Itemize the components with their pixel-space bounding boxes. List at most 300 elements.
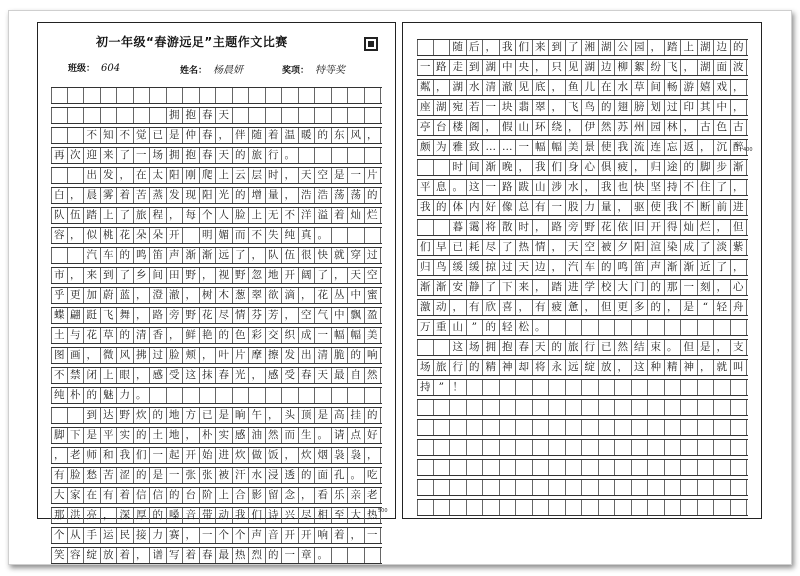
grid-row [417,79,748,96]
grid-cell: 清 [483,80,500,95]
grid-cell [648,460,665,475]
grid-cell: 暖 [299,128,316,143]
grid-row [51,267,382,284]
grid-cell [200,88,217,103]
grid-cell [282,388,299,403]
grid-cell: 将 [483,220,500,235]
grid-cell: 也 [615,180,632,195]
grid-cell: 那 [665,280,682,295]
grid-cell: ， [299,288,316,303]
grid-cell: 永 [549,360,566,375]
grid-cell [533,500,550,515]
grid-cell [150,88,167,103]
grid-cell: 来 [84,268,101,283]
grid-cell: 好 [365,428,382,443]
grid-cell: 田 [167,268,184,283]
grid-cell: 东 [332,128,349,143]
grid-cell: 动 [216,508,233,523]
grid-cell [483,500,500,515]
grid-cell: 天 [566,240,583,255]
grid-cell: 爬 [200,168,217,183]
grid-cell: ， [167,328,184,343]
grid-cell: 楼 [450,120,467,135]
class-info [68,61,120,74]
grid-cell: 渐 [681,260,698,275]
grid-cell: 美 [365,328,382,343]
grid-cell: ， [282,168,299,183]
grid-cell: 场 [150,148,167,163]
grid-cell: 见 [516,80,533,95]
grid-cell: 然 [615,340,632,355]
grid-cell: 台 [183,488,200,503]
grid-cell [332,88,349,103]
grid-cell [648,320,665,335]
grid-cell: 脸 [167,348,184,363]
grid-cell: 波 [731,60,748,75]
grid-cell: ， [282,308,299,323]
grid-cell: 我 [233,508,250,523]
grid-cell: 春 [299,368,316,383]
grid-cell: 这 [467,180,484,195]
grid-cell: 花 [117,228,134,243]
grid-cell: 们 [516,40,533,55]
grid-cell: 耗 [467,240,484,255]
grid-cell: 见 [566,60,583,75]
grid-cell [582,480,599,495]
grid-cell [117,108,134,123]
grid-cell: 的 [731,40,748,55]
grid-cell: 的 [266,548,283,563]
grid-cell: 这 [183,368,200,383]
grid-cell: 幅 [348,328,365,343]
grid-cell: 苦 [134,188,151,203]
grid-cell: 留 [266,488,283,503]
grid-cell [566,480,583,495]
grid-cell: 忘 [665,140,682,155]
grid-cell: 热 [516,240,533,255]
grid-cell: 谱 [150,548,167,563]
grid-cell [68,248,85,263]
grid-cell: 但 [599,300,616,315]
grid-cell: ， [282,188,299,203]
grid-cell: ， [200,268,217,283]
grid-cell: 暮 [450,220,467,235]
grid-cell: 无 [266,208,283,223]
grid-cell: 公 [615,40,632,55]
grid-cell [249,88,266,103]
grid-cell: ， [117,168,134,183]
grid-cell: 热 [365,508,382,523]
grid-cell [365,148,382,163]
grid-cell: 蓝 [117,288,134,303]
grid-cell [51,408,68,423]
grid-cell: 力 [150,528,167,543]
grid-cell [51,248,68,263]
grid-cell: 坚 [648,180,665,195]
grid-row [417,439,748,456]
grid-cell: 阶 [200,488,217,503]
grid-cell: 踏 [84,208,101,223]
grid-cell: 的 [599,260,616,275]
grid-cell: 力 [117,388,134,403]
grid-cell: 早 [434,240,451,255]
grid-cell [533,460,550,475]
grid-cell: 烟 [315,448,332,463]
grid-cell [434,480,451,495]
grid-cell: 风 [348,128,365,143]
grid-cell: ， [533,220,550,235]
grid-cell: 上 [216,488,233,503]
grid-cell: … [483,140,500,155]
grid-cell: ， [183,288,200,303]
grid-cell: 水 [615,80,632,95]
grid-cell: 一 [315,328,332,343]
grid-cell: 合 [233,488,250,503]
grid-cell [681,380,698,395]
grid-cell [731,420,748,435]
grid-cell [714,320,731,335]
grid-cell: 淡 [714,240,731,255]
grid-cell [599,460,616,475]
grid-cell [68,128,85,143]
grid-cell: 请 [332,428,349,443]
grid-cell: 前 [714,200,731,215]
grid-cell: 旧 [632,220,649,235]
grid-cell [698,320,715,335]
grid-cell: 深 [117,508,134,523]
grid-cell: 山 [516,120,533,135]
grid-cell: ， [698,140,715,155]
grid-cell: 在 [599,80,616,95]
grid-cell: 诗 [266,508,283,523]
grid-cell [332,228,349,243]
grid-cell: 的 [233,188,250,203]
grid-cell [566,380,583,395]
grid-cell: 那 [51,508,68,523]
grid-cell: 身 [566,160,583,175]
grid-cell: 更 [615,300,632,315]
grid-cell: 将 [533,360,550,375]
grid-cell: 被 [599,240,616,255]
grid-cell: 但 [731,220,748,235]
grid-cell: 烂 [365,208,382,223]
grid-cell: 到 [101,268,118,283]
grid-cell [549,480,566,495]
grid-cell [467,500,484,515]
grid-cell: ， [332,268,349,283]
grid-cell: 们 [249,508,266,523]
grid-cell: 湘 [582,40,599,55]
grid-cell: 脚 [51,428,68,443]
grid-cell: 古 [698,120,715,135]
grid-cell: 们 [417,240,434,255]
grid-cell: 市 [51,268,68,283]
grid-cell: 的 [134,428,151,443]
grid-cell: 时 [266,168,283,183]
grid-cell: 了 [117,268,134,283]
class-label: 班级： [68,64,96,74]
grid-cell: 水 [566,180,583,195]
grid-cell [365,88,382,103]
grid-cell: 边 [533,260,550,275]
grid-cell: 一 [549,200,566,215]
grid-cell [533,440,550,455]
grid-cell: 的 [167,488,184,503]
grid-cell: 一 [516,140,533,155]
grid-cell: 草 [632,80,649,95]
essay-grid-right [417,39,748,519]
grid-cell: 股 [566,200,583,215]
grid-cell: 平 [417,180,434,195]
grid-cell: 着 [117,548,134,563]
grid-cell: 的 [681,160,698,175]
grid-cell: 喜 [500,300,517,315]
grid-cell: 一 [200,528,217,543]
grid-cell: 涉 [549,180,566,195]
grid-cell: 疲 [615,160,632,175]
grid-cell: 朴 [68,388,85,403]
grid-row [417,119,748,136]
grid-cell: ， [365,448,382,463]
grid-cell: 闭 [84,368,101,383]
grid-cell: 达 [101,408,118,423]
grid-cell: 亭 [417,120,434,135]
grid-cell: 仲 [183,128,200,143]
name-info [180,61,243,76]
grid-cell [566,400,583,415]
grid-cell [516,400,533,415]
grid-cell: ， [249,248,266,263]
grid-cell: 发 [167,188,184,203]
grid-cell: 花 [315,288,332,303]
grid-cell: 中 [348,288,365,303]
grid-cell: 来 [101,148,118,163]
grid-cell: 惫 [566,300,583,315]
grid-cell: 春 [200,548,217,563]
grid-cell: 远 [566,360,583,375]
grid-cell [332,148,349,163]
grid-cell: ， [632,160,649,175]
grid-cell: 翩 [68,308,85,323]
grid-cell [549,440,566,455]
grid-cell: 霭 [467,220,484,235]
grid-cell: 阔 [299,268,316,283]
grid-cell: 已 [150,128,167,143]
grid-row [417,59,748,76]
grid-cell: 结 [632,340,649,355]
grid-cell: 个 [200,208,217,223]
grid-cell [500,400,517,415]
grid-cell: ， [84,348,101,363]
grid-row [417,459,748,476]
grid-cell: 的 [216,328,233,343]
grid-cell: ， [549,80,566,95]
grid-cell: 炊 [299,448,316,463]
grid-cell: 一 [348,168,365,183]
grid-cell: 一 [134,148,151,163]
grid-cell: 我 [500,40,517,55]
grid-cell: 云 [233,168,250,183]
grid-cell: 的 [150,408,167,423]
grid-cell: 的 [315,128,332,143]
grid-cell: 。 [533,320,550,335]
grid-cell: ， [434,80,451,95]
grid-cell: 苦 [101,468,118,483]
grid-cell [615,380,632,395]
grid-cell [434,340,451,355]
grid-cell: 与 [68,328,85,343]
grid-cell: 笛 [632,260,649,275]
grid-cell [714,500,731,515]
grid-cell: 色 [233,328,250,343]
grid-cell: 走 [450,60,467,75]
grid-cell: 到 [549,40,566,55]
grid-cell [500,380,517,395]
grid-cell: 。 [315,428,332,443]
grid-cell: 苏 [615,120,632,135]
grid-cell [101,88,118,103]
grid-cell: 轻 [500,320,517,335]
grid-cell: 增 [249,188,266,203]
grid-cell: 天 [348,268,365,283]
grid-cell [681,460,698,475]
grid-cell: 息 [434,180,451,195]
grid-cell: 朴 [200,428,217,443]
grid-cell [450,420,467,435]
grid-cell: 浸 [266,468,283,483]
grid-cell: ， [365,128,382,143]
grid-row [51,427,382,444]
grid-cell: 欲 [266,288,283,303]
grid-cell: 环 [533,120,550,135]
grid-cell [731,460,748,475]
grid-cell [516,460,533,475]
grid-cell [714,380,731,395]
grid-cell: 土 [51,328,68,343]
essay-page-right [402,22,762,519]
grid-cell: 却 [516,360,533,375]
grid-cell: 容 [68,548,85,563]
grid-cell [665,440,682,455]
grid-cell: 过 [665,100,682,115]
grid-cell: 荡 [332,188,349,203]
grid-cell: 畅 [665,80,682,95]
grid-cell: 最 [216,548,233,563]
grid-cell: 再 [51,148,68,163]
grid-cell: 大 [51,488,68,503]
grid-cell [632,320,649,335]
grid-cell: 现 [183,188,200,203]
grid-row [417,159,748,176]
grid-cell: 疲 [549,300,566,315]
grid-cell: 一 [167,468,184,483]
grid-cell: 流 [632,140,649,155]
grid-cell: 开 [282,268,299,283]
grid-cell [714,480,731,495]
grid-cell: 不 [84,128,101,143]
grid-cell: 驱 [632,200,649,215]
grid-cell [68,108,85,123]
grid-cell: 脸 [233,208,250,223]
grid-cell: 汗 [233,468,250,483]
grid-cell [615,460,632,475]
grid-cell: 是 [315,408,332,423]
grid-cell: ， [582,300,599,315]
grid-cell: 野 [117,408,134,423]
grid-cell: 阳 [632,240,649,255]
grid-cell: ， [348,528,365,543]
grid-cell: 野 [183,268,200,283]
grid-cell: 知 [101,128,118,143]
grid-cell [417,440,434,455]
grid-cell: 袅 [348,448,365,463]
grid-cell: 了 [483,280,500,295]
grid-cell: ， [516,300,533,315]
grid-cell: 摩 [249,348,266,363]
grid-cell [615,320,632,335]
grid-row [417,99,748,116]
grid-cell: 随 [450,40,467,55]
grid-cell: 大 [615,280,632,295]
grid-cell [582,380,599,395]
grid-cell [599,500,616,515]
grid-cell: ， [101,508,118,523]
essay-header [38,23,395,85]
grid-cell [434,460,451,475]
grid-cell: 一 [282,548,299,563]
grid-cell: 动 [434,300,451,315]
grid-cell: 的 [549,340,566,355]
grid-cell: ， [51,448,68,463]
grid-cell: 炊 [134,408,151,423]
grid-cell: 古 [731,120,748,135]
grid-cell: 孔 [332,468,349,483]
grid-cell: 抹 [200,368,217,383]
grid-cell: ， [549,240,566,255]
grid-cell: 戏 [714,80,731,95]
grid-cell: 春 [200,148,217,163]
grid-cell: 门 [632,280,649,295]
grid-cell [365,388,382,403]
grid-cell [417,220,434,235]
grid-cell: 旅 [249,148,266,163]
grid-cell: 春 [216,368,233,383]
grid-cell [233,108,250,123]
grid-cell: 个 [216,528,233,543]
grid-cell [632,420,649,435]
grid-cell [566,460,583,475]
grid-cell [549,400,566,415]
grid-cell: 精 [483,360,500,375]
grid-cell: 野 [233,268,250,283]
grid-cell: 绽 [582,360,599,375]
grid-cell: 万 [417,320,434,335]
grid-cell: 安 [450,280,467,295]
grid-cell: 踏 [549,280,566,295]
grid-cell: 尽 [216,308,233,323]
grid-cell: 一 [150,448,167,463]
grid-cell [467,380,484,395]
grid-cell [681,440,698,455]
grid-cell: 感 [233,428,250,443]
grid-cell: 间 [150,268,167,283]
grid-cell: 重 [434,320,451,335]
grid-cell: 地 [266,268,283,283]
grid-cell [233,88,250,103]
grid-cell: 量 [599,200,616,215]
grid-cell [516,500,533,515]
grid-cell: 大 [348,508,365,523]
